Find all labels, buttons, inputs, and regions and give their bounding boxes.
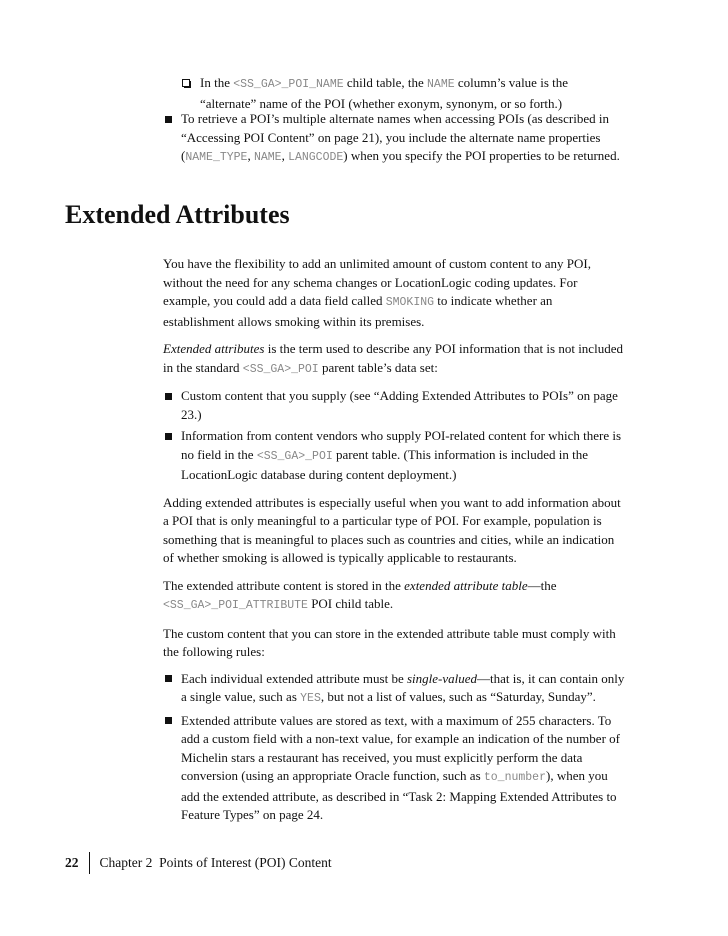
list-item: Information from content vendors who supply POI-related content for which there is no field in the <SS_GA>_POI parent table. (This information is included in the LocationLogic database during content deployment.) (163, 427, 625, 485)
hollow-square-bullet-icon (182, 79, 190, 87)
page-footer (65, 852, 332, 874)
square-bullet-icon (165, 717, 172, 724)
chapter-title: Chapter 2 Points of Interest (POI) Content (99, 855, 332, 870)
square-bullet-icon (165, 433, 172, 440)
page-number: 22 (65, 855, 79, 870)
paragraph-2: Extended attributes is the term used to describe any POI information that is not included in the standard <SS_GA>_POI parent table’s data set: (163, 341, 623, 376)
square-bullet-icon (165, 116, 172, 123)
paragraph-5: The custom content that you can store in the extended attribute table must comply with the following rules: (163, 625, 616, 659)
footer-divider (89, 852, 90, 874)
list-item: Custom content that you supply (see “Adding Extended Attributes to POIs” on page 23.) (163, 387, 625, 424)
list-item: Each individual extended attribute must be single-valued—that is, it can contain only a single value, such as YES, but not a list of values, such as “Saturday, Sunday”. (163, 670, 625, 709)
list-1 (163, 387, 625, 485)
paragraph-3: Adding extended attributes is especially useful when you want to add information about a POI that is only meaningful to a particular type of POI. For example, population is something that is meaningful to places such as countries and cities, while an indication of whether smoking is allowed is typically applicable to restaurants. (163, 494, 621, 565)
paragraph-4: The extended attribute content is stored in the extended attribute table—the <SS_GA>_POI_ATTRIBUTE POI child table. (163, 577, 557, 612)
square-bullet-icon (165, 393, 172, 400)
section-body (163, 255, 625, 825)
list-item: Extended attribute values are stored as text, with a maximum of 255 characters. To add a custom field with a non-text value, for example an indication of the number of Michelin stars a restaurant has received, you must explicitly perform the data conversion (using an appropriate Oracle function, such as to_number), when you add the extended attribute, as described in “Task 2: Mapping Extended Attributes to Feature Types” on page 24. (163, 712, 625, 825)
section-title: Extended Attributes (65, 200, 290, 229)
square-bullet-icon (165, 675, 172, 682)
bullet-item: To retrieve a POI’s multiple alternate names when accessing POIs (as described in “Accessing POI Content” on page 21), you include the alternate name properties (NAME_TYPE, NAME, LANGCODE) when you specify the POI properties to be returned. (163, 110, 625, 168)
list-2 (163, 670, 625, 825)
sub-bullet-item: In the <SS_GA>_POI_NAME child table, the NAME column’s value is the “alternate” name of the POI (whether exonym, synonym, or so forth.) (182, 74, 622, 113)
paragraph-1: You have the flexibility to add an unlimited amount of custom content to any POI, without the need for any schema changes or LocationLogic coding updates. For example, you could add a data field called SMOKING to indicate whether an establishment allows smoking within its premises. (163, 256, 591, 329)
